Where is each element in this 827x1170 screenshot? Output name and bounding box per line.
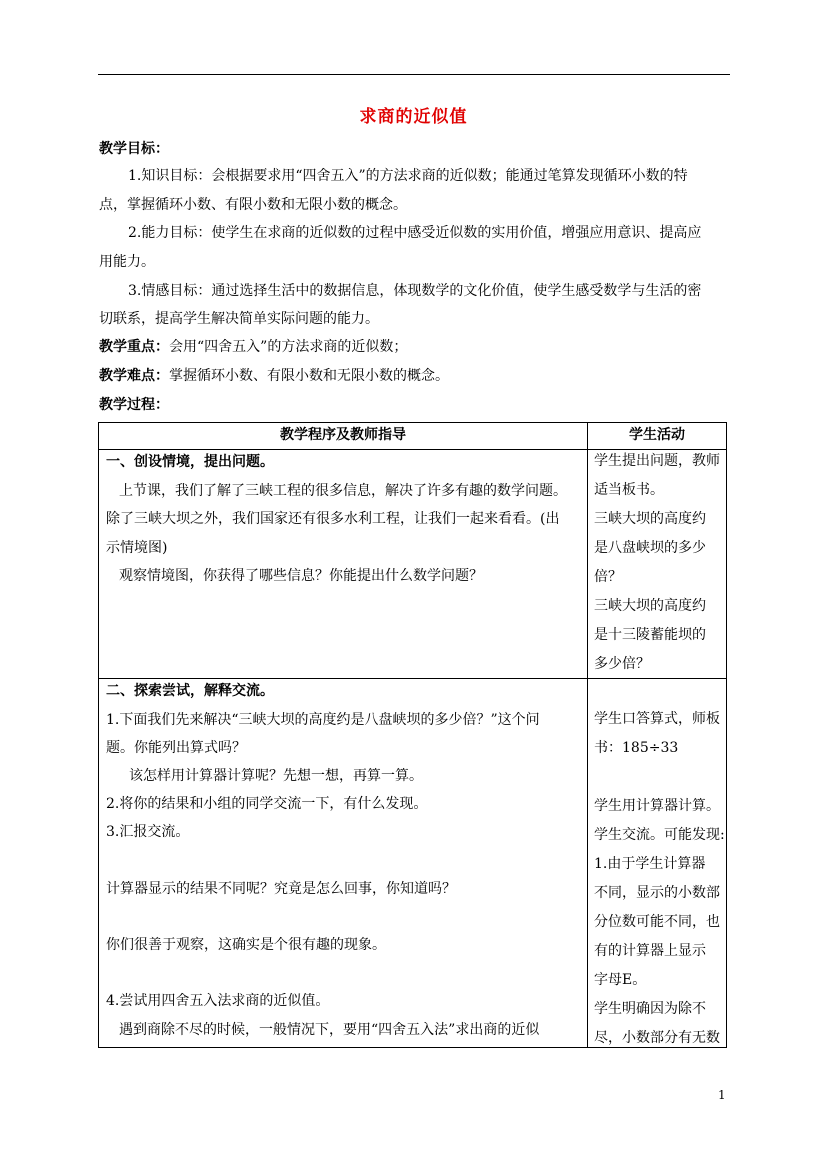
student-activity-line: 分位数可能不同，也 bbox=[594, 914, 720, 930]
goal-1-line-1: 1.知识目标：会根据要求用“四舍五入”的方法求商的近似数；能通过笔算发现循环小数的特 bbox=[128, 168, 688, 184]
lesson-table bbox=[98, 422, 727, 1048]
goal-2-line-2: 用能力。 bbox=[99, 254, 155, 270]
column-header-teacher: 教学程序及教师指导 bbox=[280, 427, 406, 443]
student-activity-line: 有的计算器上显示 bbox=[594, 943, 706, 959]
teaching-difficulty-text: 掌握循环小数、有限小数和无限小数的概念。 bbox=[169, 368, 449, 384]
section-2-line-5: 3.汇报交流。 bbox=[106, 824, 190, 840]
student-activity-line: 学生口答算式，师板 bbox=[594, 711, 720, 727]
teaching-focus-text: 会用“四舍五入”的方法求商的近似数； bbox=[169, 339, 408, 355]
section-1-student-activity bbox=[594, 447, 722, 679]
student-activity-line: 多少倍？ bbox=[594, 656, 650, 672]
student-activity-line: 学生用计算器计算。 bbox=[594, 798, 720, 814]
goal-3-line-2: 切联系，提高学生解决简单实际问题的能力。 bbox=[99, 311, 379, 327]
teaching-difficulty-label: 教学难点： bbox=[99, 368, 169, 384]
section-1-line-3: 示情境图) bbox=[106, 540, 168, 556]
teaching-focus-label: 教学重点： bbox=[99, 339, 169, 355]
section-1-line-4: 观察情境图，你获得了哪些信息？你能提出什么数学问题？ bbox=[119, 568, 483, 584]
section-2-student-activity bbox=[594, 705, 725, 1053]
student-activity-line: 字母E。 bbox=[594, 972, 647, 988]
goal-3-line-1: 3.情感目标：通过选择生活中的数据信息，体现数学的文化价值，使学生感受数学与生活的密 bbox=[128, 283, 702, 299]
section-2-line-3: 该怎样用计算器计算呢？先想一想，再算一算。 bbox=[129, 768, 423, 784]
section-2-line-6: 计算器显示的结果不同呢？究竟是怎么回事，你知道吗？ bbox=[106, 881, 456, 897]
student-activity-line: 学生交流。可能发现: bbox=[594, 827, 725, 843]
section-2-line-8: 4.尝试用四舍五入法求商的近似值。 bbox=[106, 993, 330, 1009]
section-1-line-1: 上节课，我们了解了三峡工程的很多信息，解决了许多有趣的数学问题。 bbox=[119, 483, 567, 499]
student-activity-line: 1.由于学生计算器 bbox=[594, 856, 706, 872]
page-number: 1 bbox=[718, 1088, 726, 1102]
student-activity-line: 适当板书。 bbox=[594, 482, 664, 498]
section-2-line-4: 2.将你的结果和小组的同学交流一下，有什么发现。 bbox=[106, 796, 428, 812]
teaching-focus bbox=[99, 337, 407, 357]
goals-heading: 教学目标： bbox=[99, 141, 169, 157]
student-activity-line: 不同，显示的小数部 bbox=[594, 885, 720, 901]
section-1-heading: 一、创设情境，提出问题。 bbox=[106, 454, 274, 470]
section-1-line-2: 除了三峡大坝之外，我们国家还有很多水利工程，让我们一起来看看。(出 bbox=[106, 511, 560, 527]
goal-1-line-2: 点，掌握循环小数、有限小数和无限小数的概念。 bbox=[99, 197, 407, 213]
student-activity-line: 三峡大坝的高度约 bbox=[594, 511, 706, 527]
section-2-line-2: 题。你能列出算式吗？ bbox=[106, 740, 246, 756]
header-rule bbox=[98, 74, 730, 75]
column-header-student: 学生活动 bbox=[629, 427, 685, 443]
student-activity-line: 三峡大坝的高度约 bbox=[594, 598, 706, 614]
section-2-line-7: 你们很善于观察，这确实是个很有趣的现象。 bbox=[106, 937, 386, 953]
goal-2-line-1: 2.能力目标：使学生在求商的近似数的过程中感受近似数的实用价值，增强应用意识、提高应 bbox=[128, 225, 702, 241]
section-2-line-1: 1.下面我们先来解决“三峡大坝的高度约是八盘峡坝的多少倍？”这个问 bbox=[106, 712, 540, 728]
student-activity-line: 是八盘峡坝的多少 bbox=[594, 540, 706, 556]
column-divider bbox=[587, 423, 588, 1047]
student-activity-line: 学生提出问题，教师 bbox=[594, 453, 720, 469]
process-heading: 教学过程： bbox=[99, 397, 169, 413]
teaching-difficulty bbox=[99, 366, 449, 386]
student-activity-line bbox=[594, 763, 722, 792]
student-activity-line: 尽，小数部分有无数 bbox=[594, 1030, 720, 1046]
student-activity-line: 书：185÷33 bbox=[594, 740, 679, 756]
student-activity-line: 倍？ bbox=[594, 569, 622, 585]
section-2-line-9: 遇到商除不尽的时候，一般情况下，要用“四舍五入法”求出商的近似 bbox=[119, 1022, 540, 1038]
student-activity-line: 是十三陵蓄能坝的 bbox=[594, 627, 706, 643]
page-title: 求商的近似值 bbox=[359, 107, 468, 127]
section-2-heading: 二、探索尝试，解释交流。 bbox=[106, 683, 274, 699]
student-activity-line: 学生明确因为除不 bbox=[594, 1001, 706, 1017]
